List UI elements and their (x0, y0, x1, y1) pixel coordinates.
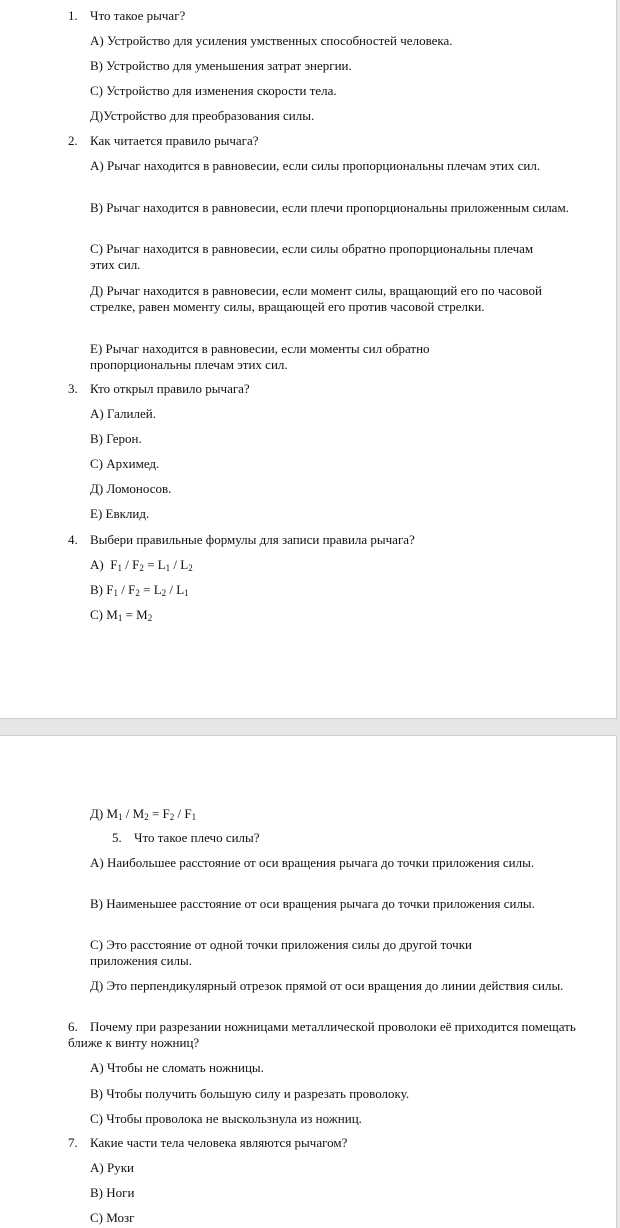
answer-6b: В) Чтобы получить большую силу и разрезать проволоку. (90, 1086, 410, 1101)
answer-1b: В) Устройство для уменьшения затрат энергии. (90, 58, 352, 73)
answer-2d: Д) Рычаг находится в равновесии, если момент силы, вращающий его по часовой стрелке, равен моменту силы, вращающей его против часовой стрелки. (90, 283, 542, 314)
question-5 (112, 830, 260, 846)
answer-5c: С) Это расстояние от одной точки приложения силы до другой точки приложения силы. (90, 937, 472, 968)
question-number: 6. (68, 1019, 78, 1034)
answer-2a: А) Рычаг находится в равновесии, если силы пропорциональны плечам этих сил. (90, 158, 541, 173)
question-number: 7. (68, 1135, 78, 1150)
question-3 (68, 381, 250, 397)
answer-2b: В) Рычаг находится в равновесии, если плечи пропорциональны приложенным силам. (90, 200, 569, 215)
question-text: Какие части тела человека являются рычагом? (90, 1135, 348, 1150)
formula-d: Д) $M_1 / M_2 = F_2 / F_1$ (90, 806, 197, 822)
answer-7a: А) Руки (90, 1160, 134, 1175)
document-page-2 (0, 735, 617, 1228)
question-text: Выбери правильные формулы для записи правила рычага? (90, 532, 415, 547)
formula-c: С) $M_1 = M_2$ (90, 607, 153, 623)
answer-3a: А) Галилей. (90, 406, 156, 421)
question-number: 2. (68, 133, 78, 148)
question-text: Что такое рычаг? (90, 8, 186, 23)
answer-2e: Е) Рычаг находится в равновесии, если моменты сил обратно пропорциональны плечам этих сил. (90, 341, 430, 372)
question-number: 3. (68, 381, 78, 396)
question-1 (68, 8, 185, 24)
answer-3d: Д) Ломоносов. (90, 481, 172, 496)
answer-3b: В) Герон. (90, 431, 142, 446)
answer-5d: Д) Это перпендикулярный отрезок прямой от оси вращения до линии действия силы. (90, 978, 564, 993)
answer-6a: А) Чтобы не сломать ножницы. (90, 1060, 264, 1075)
answer-2c: С) Рычаг находится в равновесии, если силы обратно пропорциональны плечам этих сил. (90, 241, 534, 272)
question-number: 1. (68, 8, 78, 23)
answer-1a: А) Устройство для усиления умственных способностей человека. (90, 33, 453, 48)
answer-3c: С) Архимед. (90, 456, 160, 471)
question-text: Что такое плечо силы? (134, 830, 260, 845)
question-text: Кто открыл правило рычага? (90, 381, 250, 396)
question-text: Как читается правило рычага? (90, 133, 259, 148)
question-number: 4. (68, 532, 78, 547)
formula-b: В) $F_1 / F_2 = L_2 / L_1$ (90, 582, 189, 598)
answer-5b: В) Наименьшее расстояние от оси вращения рычага до точки приложения силы. (90, 896, 535, 911)
answer-6c: С) Чтобы проволока не выскользнула из ножниц. (90, 1111, 362, 1126)
answer-1d: Д)Устройство для преобразования силы. (90, 108, 315, 123)
answer-7b: В) Ноги (90, 1185, 135, 1200)
question-4 (68, 532, 415, 548)
answer-1c: С) Устройство для изменения скорости тела. (90, 83, 337, 98)
question-2 (68, 133, 259, 149)
answer-3e: Е) Евклид. (90, 506, 150, 521)
answer-5a: А) Наибольшее расстояние от оси вращения рычага до точки приложения силы. (90, 855, 535, 870)
question-6 (68, 1019, 588, 1051)
question-number: 5. (112, 830, 122, 845)
question-7 (68, 1135, 347, 1151)
answer-7c: С) Мозг (90, 1210, 135, 1225)
question-text: Почему при разрезании ножницами металлической проволоки её приходится помещать ближе к винту ножниц? (68, 1019, 576, 1050)
formula-a: А) $F_1 / F_2 = L_1 / L_2$ (90, 557, 193, 573)
